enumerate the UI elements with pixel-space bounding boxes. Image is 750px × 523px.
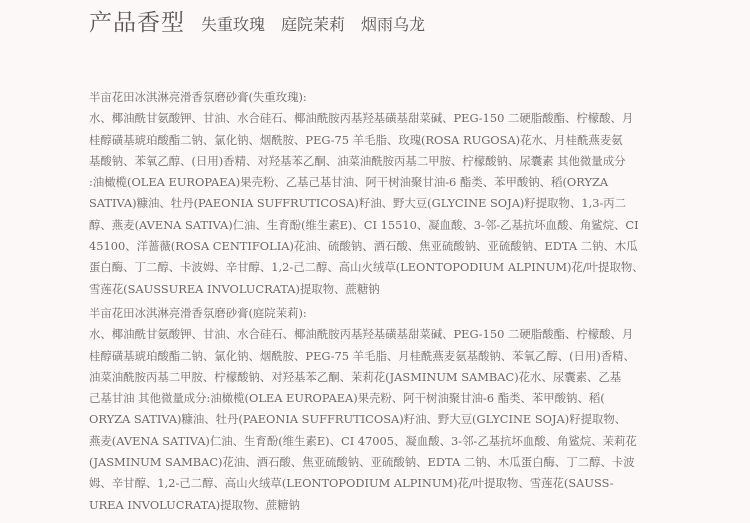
scent-name-rose: 失重玫瑰 — [201, 15, 266, 34]
ingredient-line: 醇、燕麦(AVENA SATIVA)仁油、生育酚(维生素E)、CI 15510、凝血酸、3-邻-乙基抗坏血酸、角鲨烷、CI — [89, 217, 639, 232]
ingredients-heading: 半亩花田冰淇淋亮滑香氛磨砂膏(庭院茉莉): — [89, 306, 307, 320]
ingredient-line: 雪莲花(SAUSSUREA INVOLUCRATA)提取物、蔗糖钠 — [89, 281, 380, 296]
ingredients-heading: 半亩花田冰淇淋亮滑香氛磨砂膏(失重玫瑰): — [89, 90, 307, 104]
ingredients-jasmine — [89, 303, 673, 516]
scent-name-jasmine: 庭院茉莉 — [281, 15, 346, 34]
ingredient-line: 己基甘油 其他微量成分:油橄榄(OLEA EUROPAEA)果壳粉、阿干树油聚甘油-6 酯类、苯甲酸钠、稻( — [89, 391, 605, 406]
ingredient-line: SATIVA)糠油、牡丹(PAEONIA SUFFRUTICOSA)籽油、野大豆(GLYCINE SOJA)籽提取物、1,3-丙二 — [89, 196, 627, 211]
scent-name-oolong: 烟雨乌龙 — [361, 15, 426, 34]
ingredients-rose — [89, 87, 673, 300]
page-title: 产品香型 — [89, 10, 185, 36]
scent-header — [89, 4, 425, 37]
ingredient-line: 桂醇磺基琥珀酸酯二钠、氯化钠、烟酰胺、PEG-75 羊毛脂、月桂酰燕麦氨基酸钠、苯氧乙醇、(日用)香精、 — [89, 348, 635, 363]
ingredient-line: (JASMINUM SAMBAC)花油、酒石酸、焦亚硫酸钠、亚硫酸钠、EDTA 二钠、木瓜蛋白酶、丁二醇、卡波 — [89, 455, 635, 470]
ingredient-line: 燕麦(AVENA SATIVA)仁油、生育酚(维生素E)、CI 47005、凝血酸、3-邻-乙基抗坏血酸、角鲨烷、茉莉花 — [89, 433, 637, 448]
ingredient-line: 桂醇磺基琥珀酸酯二钠、氯化钠、烟酰胺、PEG-75 羊毛脂、玫瑰(ROSA RUGOSA)花水、月桂酰燕麦氨 — [89, 132, 623, 147]
ingredient-line: ORYZA SATIVA)糠油、牡丹(PAEONIA SUFFRUTICOSA)籽油、野大豆(GLYCINE SOJA)籽提取物、 — [89, 412, 627, 427]
ingredient-line: 姆、辛甘醇、1,2-己二醇、高山火绒草(LEONTOPODIUM ALPINUM)花/叶提取物、雪莲花(SAUSS- — [89, 476, 614, 491]
ingredient-line: 水、椰油酰甘氨酸钾、甘油、水合硅石、椰油酰胺丙基羟基磺基甜菜碱、PEG-150 二硬脂酸酯、柠檬酸、月 — [89, 111, 634, 126]
ingredient-line: :油橄榄(OLEA EUROPAEA)果壳粉、乙基己基甘油、阿干树油聚甘油-6 酯类、苯甲酸钠、稻(ORYZA — [89, 175, 609, 190]
ingredient-line: 基酸钠、苯氧乙醇、(日用)香精、对羟基苯乙酮、油菜油酰胺丙基二甲胺、柠檬酸钠、尿囊素 其他微量成分 — [89, 153, 626, 168]
ingredient-line: 45100、洋蔷薇(ROSA CENTIFOLIA)花油、硫酸钠、酒石酸、焦亚硫酸钠、亚硫酸钠、EDTA 二钠、木瓜 — [89, 239, 638, 254]
ingredient-line: UREA INVOLUCRATA)提取物、蔗糖钠 — [89, 497, 300, 512]
ingredient-line: 油菜油酰胺丙基二甲胺、柠檬酸钠、对羟基苯乙酮、茉莉花(JASMINUM SAMBAC)花水、尿囊素、乙基 — [89, 369, 622, 384]
ingredient-line: 水、椰油酰甘氨酸钾、甘油、水合硅石、椰油酰胺丙基羟基磺基甜菜碱、PEG-150 二硬脂酸酯、柠檬酸、月 — [89, 327, 634, 342]
ingredient-line: 蛋白酶、丁二醇、卡波姆、辛甘醇、1,2-己二醇、高山火绒草(LEONTOPODIUM ALPINUM)花/叶提取物、 — [89, 260, 644, 275]
